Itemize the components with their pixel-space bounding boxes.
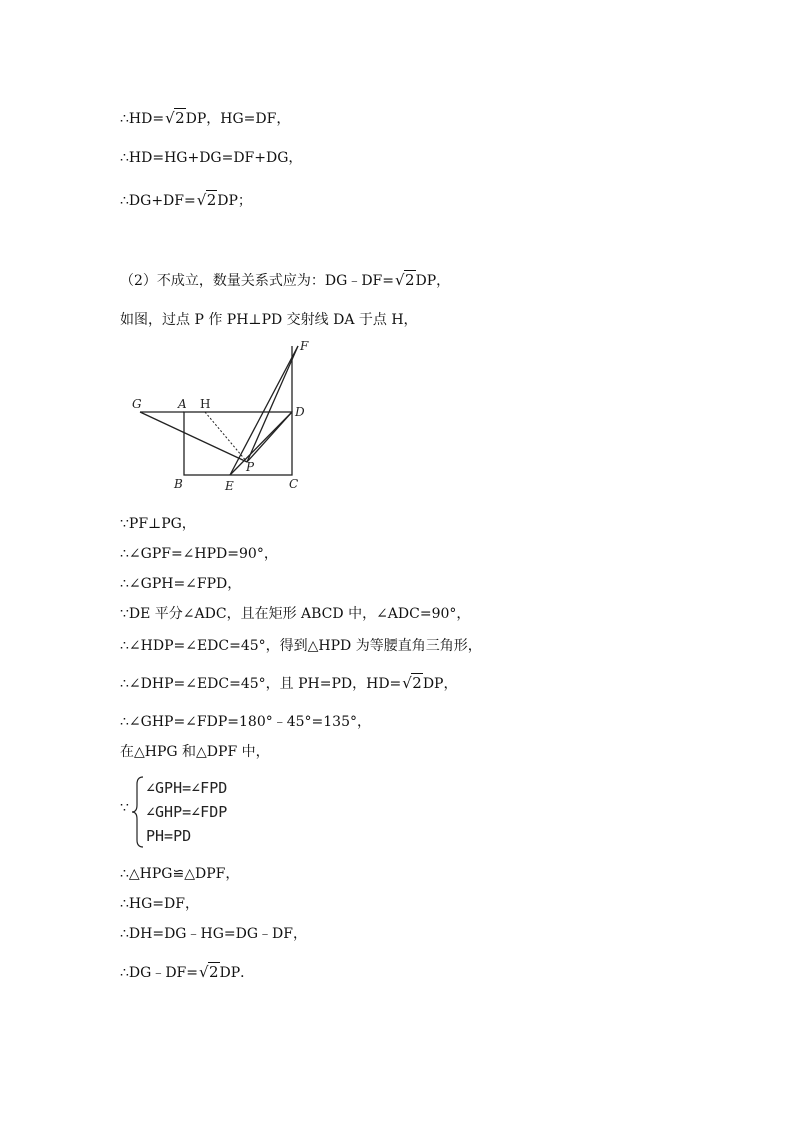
- geometry-figure: [122, 338, 322, 498]
- label-b: B: [174, 477, 183, 491]
- label-p: P: [246, 460, 255, 474]
- proof-line-7: ∴∠GPF=∠HPD=90°，: [120, 546, 278, 562]
- sqrt-2: √ 2: [402, 674, 422, 692]
- segment-ed: [230, 412, 292, 475]
- label-d: D: [295, 405, 305, 419]
- proof-line-5: 如图，过点 P 作 PH⊥PD 交射线 DA 于点 H，: [120, 312, 418, 328]
- segment-ef: [230, 346, 298, 475]
- proof-line-1: ∴HD= √ 2DP，HG=DF，: [120, 109, 291, 127]
- label-a: A: [178, 397, 187, 411]
- proof-line-8: ∴∠GPH=∠FPD，: [120, 576, 242, 592]
- proof-line-4: （2）不成立，数量关系式应为：DG﹣DF= √ 2DP，: [120, 271, 451, 289]
- proof-line-13: 在△HPG 和△DPF 中，: [120, 744, 270, 760]
- proof-line-17: ∴DG﹣DF= √ 2DP．: [120, 963, 255, 981]
- segment-pf: [247, 346, 298, 462]
- proof-line-16: ∴DH=DG﹣HG=DG﹣DF，: [120, 926, 307, 942]
- label-e: E: [225, 479, 234, 493]
- label-f: F: [300, 339, 309, 353]
- proof-line-10: ∴∠HDP=∠EDC=45°，得到△HPD 为等腰直角三角形，: [120, 638, 482, 654]
- condition-row-2: ∠GHP=∠FDP: [146, 803, 228, 821]
- sqrt-2: √ 2: [394, 271, 415, 289]
- label-g: G: [132, 397, 142, 411]
- congruence-conditions: [120, 772, 260, 852]
- condition-row-3: PH=PD: [146, 827, 192, 845]
- proof-line-2: ∴HD=HG+DG=DF+DG，: [120, 150, 303, 166]
- proof-line-15: ∴HG=DF，: [120, 896, 199, 912]
- sqrt-2: √ 2: [165, 109, 185, 127]
- since-symbol: ∵: [120, 800, 129, 816]
- label-h: H: [200, 397, 211, 411]
- sqrt-2: √ 2: [198, 963, 219, 981]
- rectangle-abcd: [184, 412, 292, 475]
- proof-line-3: ∴DG+DF= √ 2DP；: [120, 191, 252, 209]
- proof-line-14: ∴△HPG≌△DPF，: [120, 866, 240, 882]
- proof-line-12: ∴∠GHP=∠FDP=180°﹣45°=135°，: [120, 714, 371, 730]
- label-c: C: [289, 477, 299, 491]
- proof-line-11: ∴∠DHP=∠EDC=45°，且 PH=PD，HD= √ 2DP，: [120, 674, 458, 692]
- proof-line-6: ∵PF⊥PG，: [120, 516, 196, 532]
- sqrt-2: √ 2: [196, 191, 217, 209]
- left-brace-icon: [131, 776, 145, 848]
- segment-gp: [140, 412, 247, 462]
- proof-line-9: ∵DE 平分∠ADC，且在矩形 ABCD 中，∠ADC=90°，: [120, 606, 471, 622]
- condition-row-1: ∠GPH=∠FPD: [146, 779, 228, 797]
